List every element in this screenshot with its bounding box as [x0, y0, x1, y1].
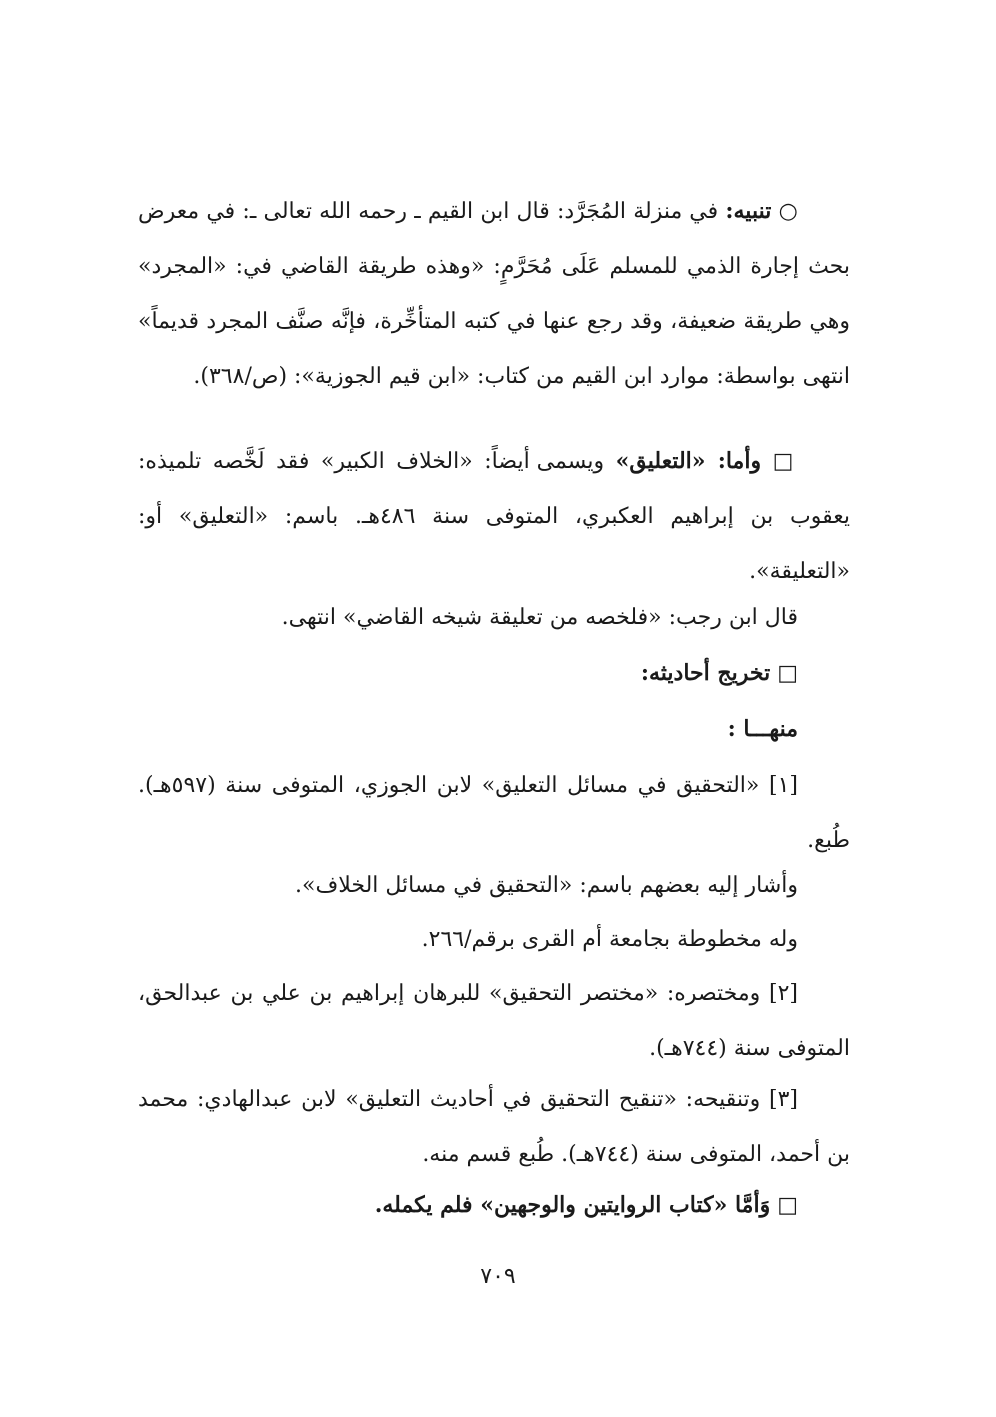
square-marker: □: [777, 1193, 798, 1218]
paragraph-text: ويسمى أيضاً: «الخلاف الكبير» فقد لَخَّصه تلميذه: يعقوب بن إبراهيم العكبري، المتوفى سنة ٤٨٦هـ. باسم: «التعليق» أو: «التعليقة».: [138, 449, 850, 584]
page-number: ٧٠٩: [480, 1264, 516, 1289]
square-marker: □: [777, 661, 798, 686]
paragraph-text: في منزلة المُجَرَّد: قال ابن القيم ـ رحمه الله تعالى ـ: في معرض بحث إجارة الذمي للمسلم عَلَى مُحَرَّمٍ: «وهذه طريقة القاضي في: «المجرد» وهي طريقة ضعيفة، وقد رجع عنها في كتبه المتأخِّرة، فإنَّه صنَّف المجرد قديماً» انتهى بواسطة: موارد ابن القيم من كتاب: «ابن قيم الجوزية»: (ص/٣٦٨).: [138, 199, 850, 389]
paragraph-lead: وَأمَّا «كتاب الروايتين والوجهين» فلم يكمله.: [374, 1192, 771, 1218]
paragraph-ibn-rajab: [138, 590, 850, 645]
paragraph-lead: تنبيه:: [725, 198, 772, 224]
paragraph-text: وله مخطوطة بجامعة أم القرى برقم/٢٦٦.: [421, 927, 798, 952]
list-item-2: [138, 966, 850, 1076]
paragraph-taliq: [138, 434, 850, 599]
paragraph-makhtuta: [138, 912, 850, 967]
list-item-3: [138, 1072, 850, 1182]
paragraph-ishara: [138, 858, 850, 913]
heading-takhrij: [138, 646, 850, 701]
paragraph-text: [٣] وتنقيحه: «تنقيح التحقيق في أحاديث التعليق» لابن عبدالهادي: محمد بن أحمد، المتوفى سنة (٧٤٤هـ). طُبع قسم منه.: [138, 1087, 850, 1167]
square-marker: □: [772, 449, 798, 474]
paragraph-note: [138, 184, 850, 404]
paragraph-text: وأشار إليه بعضهم باسم: «التحقيق في مسائل الخلاف».: [295, 873, 798, 898]
heading-text: منهـــا :: [727, 716, 798, 742]
paragraph-text: [١] «التحقيق في مسائل التعليق» لابن الجوزي، المتوفى سنة (٥٩٧هـ). طُبع.: [138, 773, 850, 853]
paragraph-lead: وأما: «التعليق»: [615, 448, 762, 474]
circle-marker: ○: [778, 199, 798, 224]
paragraph-text: [٢] ومختصره: «مختصر التحقيق» للبرهان إبراهيم بن علي بن عبدالحق، المتوفى سنة (٧٤٤هـ).: [138, 981, 850, 1061]
paragraph-riwayatayn: [138, 1178, 850, 1233]
heading-text: تخريج أحاديثه:: [640, 660, 771, 686]
list-item-1: [138, 758, 850, 868]
paragraph-text: قال ابن رجب: «فلخصه من تعليقة شيخه القاضي» انتهى.: [281, 605, 798, 630]
heading-minha: [138, 702, 850, 757]
